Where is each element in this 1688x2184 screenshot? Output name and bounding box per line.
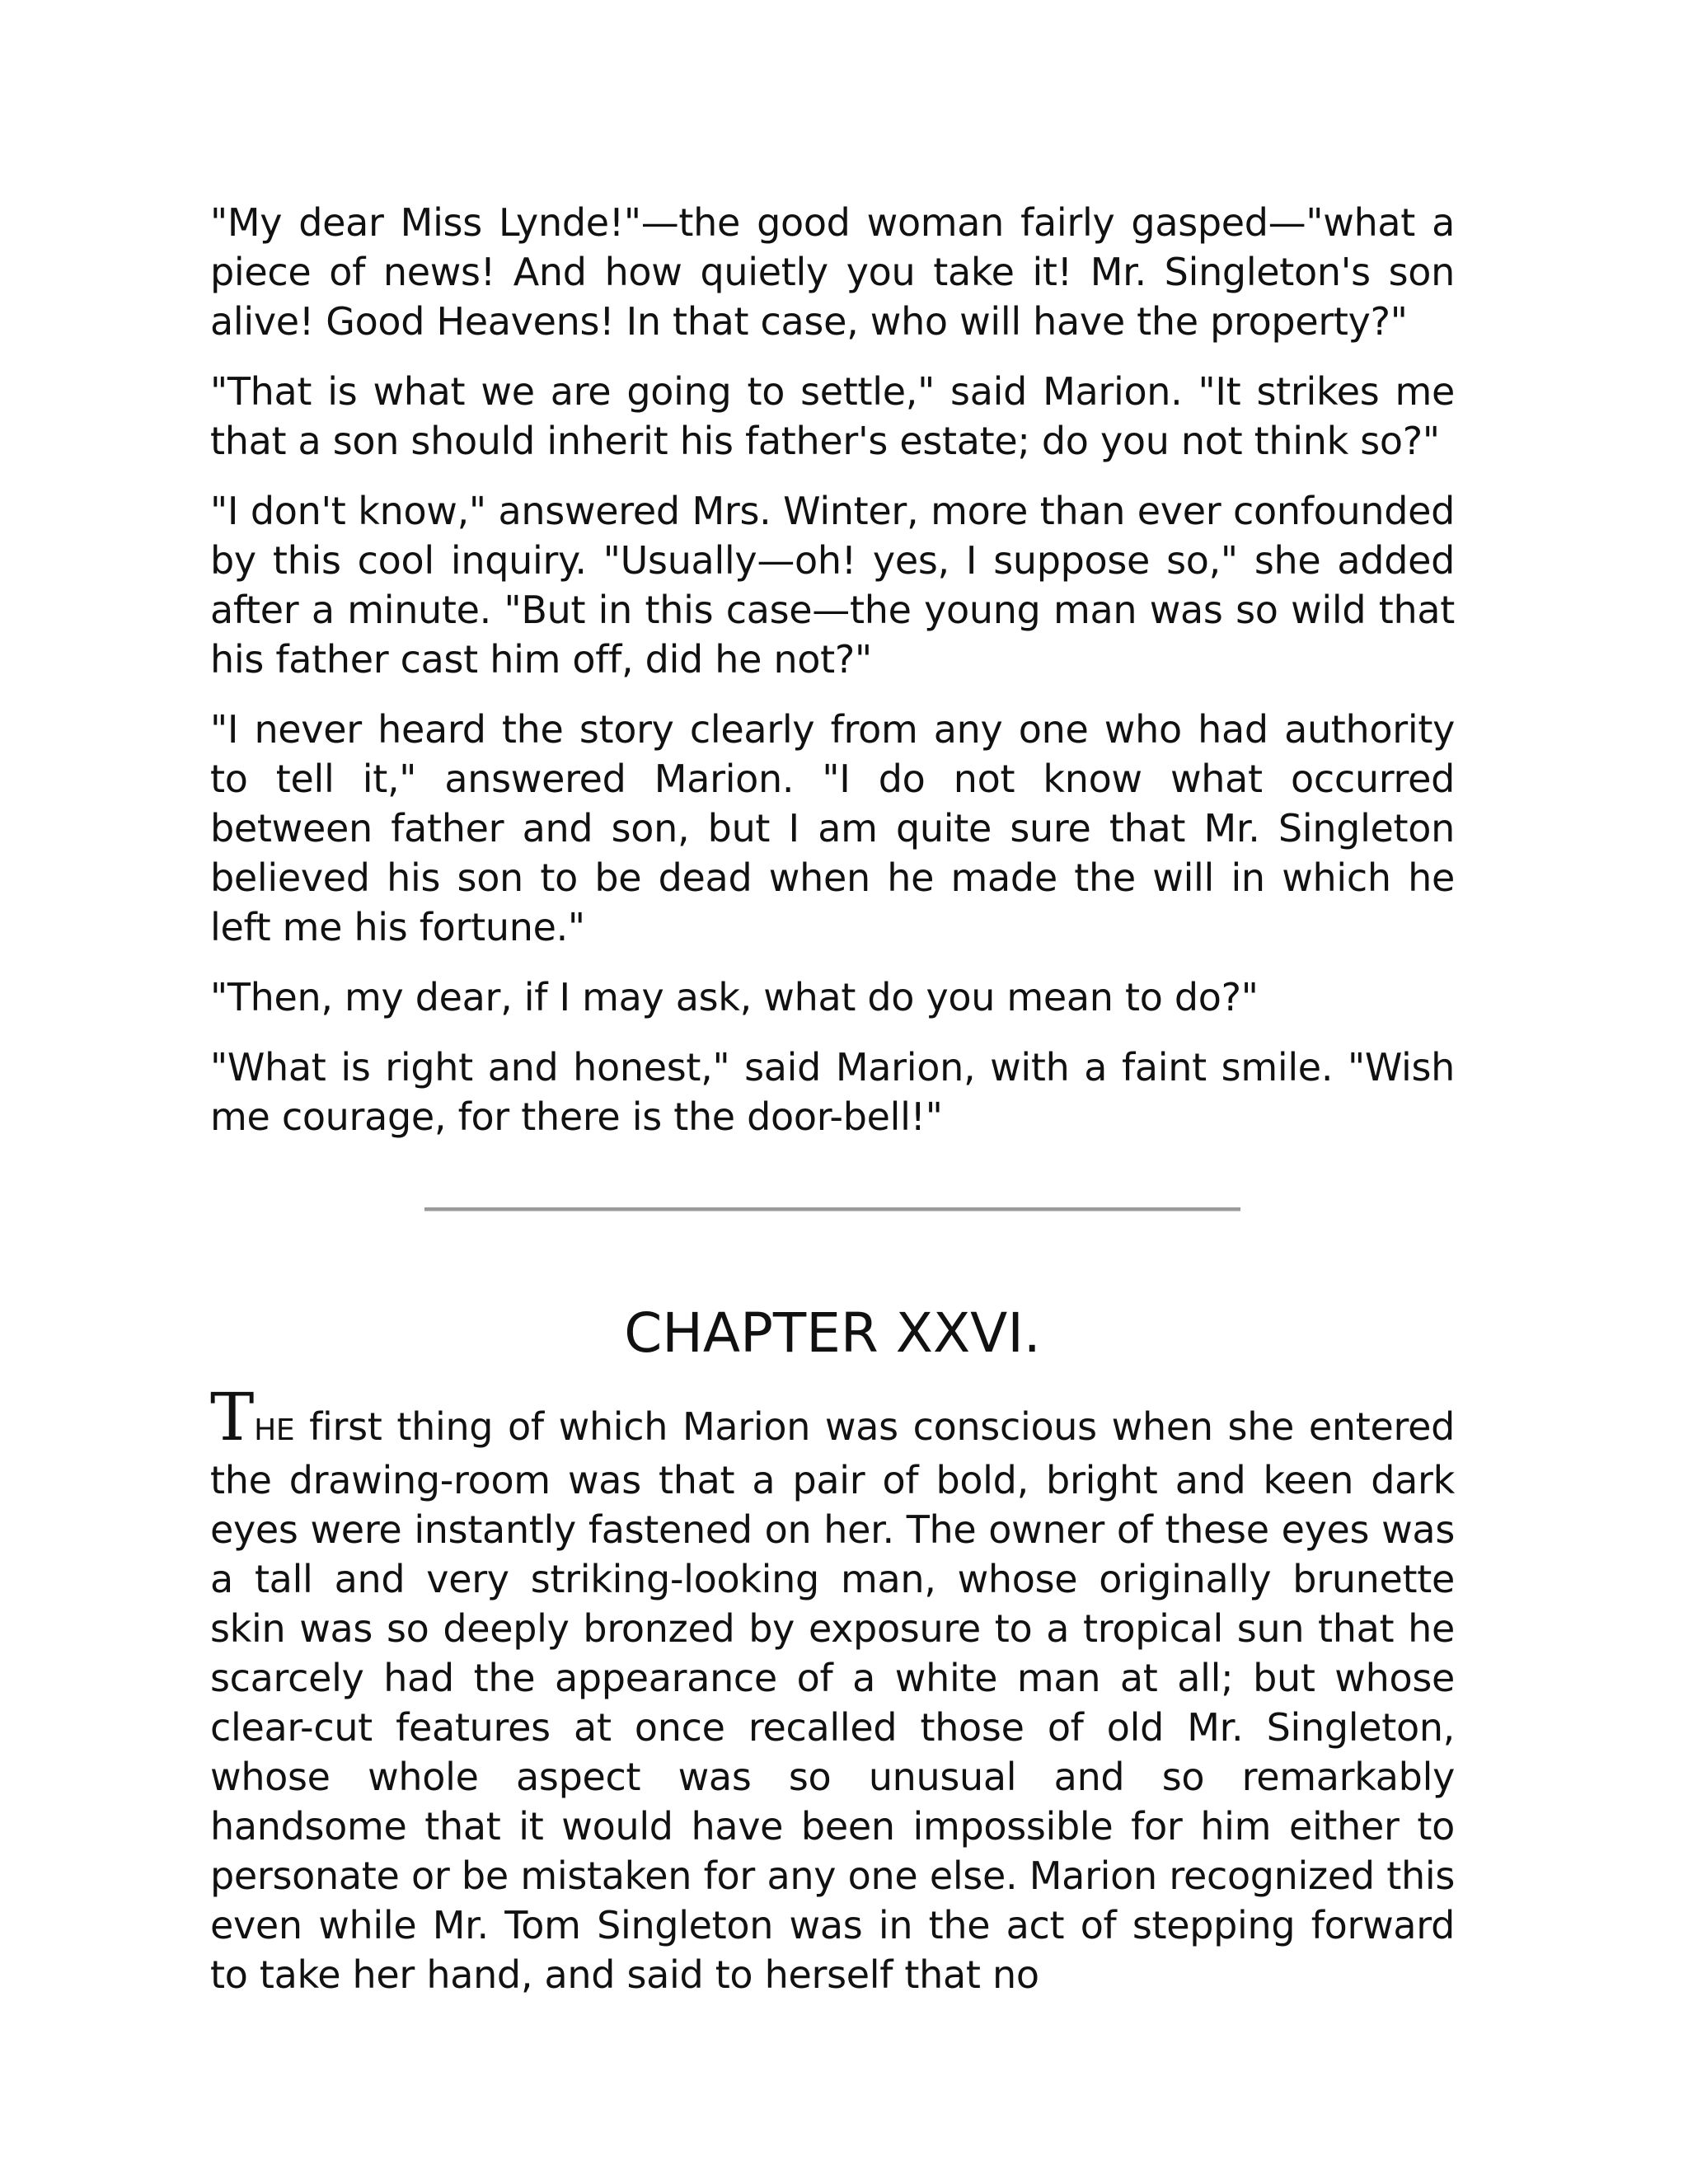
chapter-title: CHAPTER XXVI. <box>624 1301 1041 1365</box>
drop-cap-letter: T <box>210 1379 255 1455</box>
section-divider <box>424 1207 1240 1212</box>
paragraph-2: "That is what we are going to settle," said Marion. "It strikes me that a son should inherit his father's estate; do you not think so?" <box>210 369 1455 463</box>
paragraph-1: "My dear Miss Lynde!"—the good woman fairly gasped—"what a piece of news! And how quietly you take it! Mr. Singleton's son alive! Good Heavens! In that case, who will have the property?" <box>210 200 1455 344</box>
paragraph-6: "What is right and honest," said Marion, with a faint smile. "Wish me courage, for there is the door-bell!" <box>210 1045 1455 1139</box>
paragraph-4: "I never heard the story clearly from any one who had authority to tell it," answered Marion. "I do not know what occurred between father and son, but I am quite sure that Mr. Singleton believed his son to be dead when he made the will in which he left me his fortune." <box>210 707 1455 949</box>
small-caps-text: HE <box>254 1413 295 1447</box>
paragraph-5: "Then, my dear, if I may ask, what do you mean to do?" <box>210 975 1259 1019</box>
paragraph-3: "I don't know," answered Mrs. Winter, more than ever confounded by this cool inquiry. "Usually—oh! yes, I suppose so," she added after a minute. "But in this case—the young man was so wild that his father cast him off, did he not?" <box>210 489 1455 682</box>
chapter-opening-paragraph <box>210 1379 1455 1999</box>
chapter-body-text: first thing of which Marion was conscious when she entered the drawing-room was that a pair of bold, bright and keen dark eyes were instantly fastened on her. The owner of these eyes was a tall and very striking-looking man, whose originally brunette skin was so deeply bronzed by exposure to a tropical sun that he scarcely had the appearance of a white man at all; but whose clear-cut features at once recalled those of old Mr. Singleton, whose whole aspect was so unusual and so remarkably handsome that it would have been impossible for him either to personate or be mistaken for any one else. Marion recognized this even while Mr. Tom Singleton was in the act of stepping forward to take her hand, and said to herself that no <box>210 1404 1455 1997</box>
page-content <box>210 198 1455 1999</box>
